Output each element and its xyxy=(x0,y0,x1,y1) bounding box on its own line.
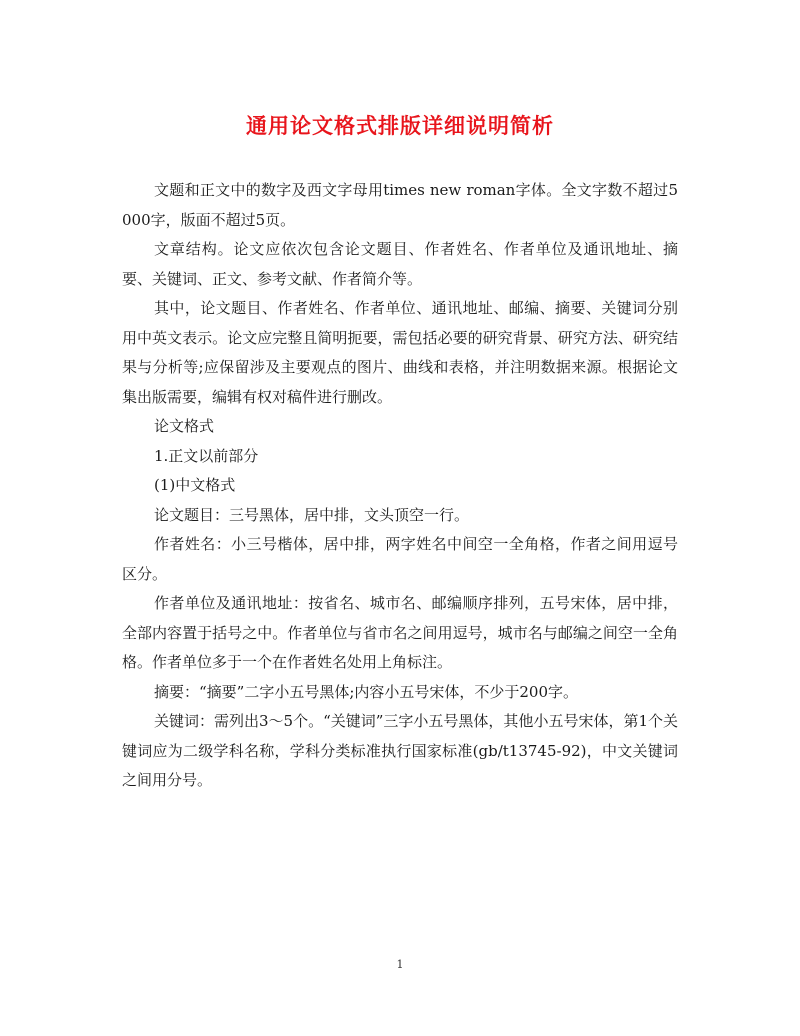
paragraph-author-name: 作者姓名：小三号楷体，居中排，两字姓名中间空一全角格，作者之间用逗号区分。 xyxy=(122,535,678,583)
paragraph-abstract: 摘要：“摘要”二字小五号黑体;内容小五号宋体，不少于200字。 xyxy=(154,682,579,701)
paragraph-author-affiliation: 作者单位及通讯地址：按省名、城市名、邮编顺序排列，五号宋体，居中排，全部内容置于括号之中。作者单位与省市名之间用逗号，城市名与邮编之间空一全角格。作者单位多于一个在作者姓名处用上角标注。 xyxy=(122,594,678,671)
paragraph-bilingual: 其中，论文题目、作者姓名、作者单位、通讯地址、邮编、摘要、关键词分别用中英文表示。论文应完整且简明扼要，需包括必要的研究背景、研究方法、研究结果与分析等;应保留涉及主要观点的图片、曲线和表格，并注明数据来源。根据论文集出版需要，编辑有权对稿件进行删改。 xyxy=(122,299,678,406)
paragraph-keywords: 关键词：需列出3～5个。“关键词”三字小五号黑体，其他小五号宋体，第1个关键词应为二级学科名称，学科分类标准执行国家标准(gb/t13745-92)，中文关键词之间用分号。 xyxy=(122,712,678,789)
subsection-heading-chinese-format: (1)中文格式 xyxy=(154,476,236,494)
paragraph-title-format: 论文题目：三号黑体，居中排，文头顶空一行。 xyxy=(154,505,470,524)
section-heading-format: 论文格式 xyxy=(154,417,215,435)
paragraph-fonts: 文题和正文中的数字及西文字母用times new roman字体。全文字数不超过5000字，版面不超过5页。 xyxy=(122,181,678,229)
page-number: 1 xyxy=(396,958,404,971)
document-title: 通用论文格式排版详细说明简析 xyxy=(246,113,554,138)
paragraph-structure: 文章结构。论文应依次包含论文题目、作者姓名、作者单位及通讯地址、摘要、关键词、正文、参考文献、作者简介等。 xyxy=(122,240,678,288)
subsection-heading-front-matter: 1.正文以前部分 xyxy=(154,446,259,465)
document-body xyxy=(122,176,678,796)
